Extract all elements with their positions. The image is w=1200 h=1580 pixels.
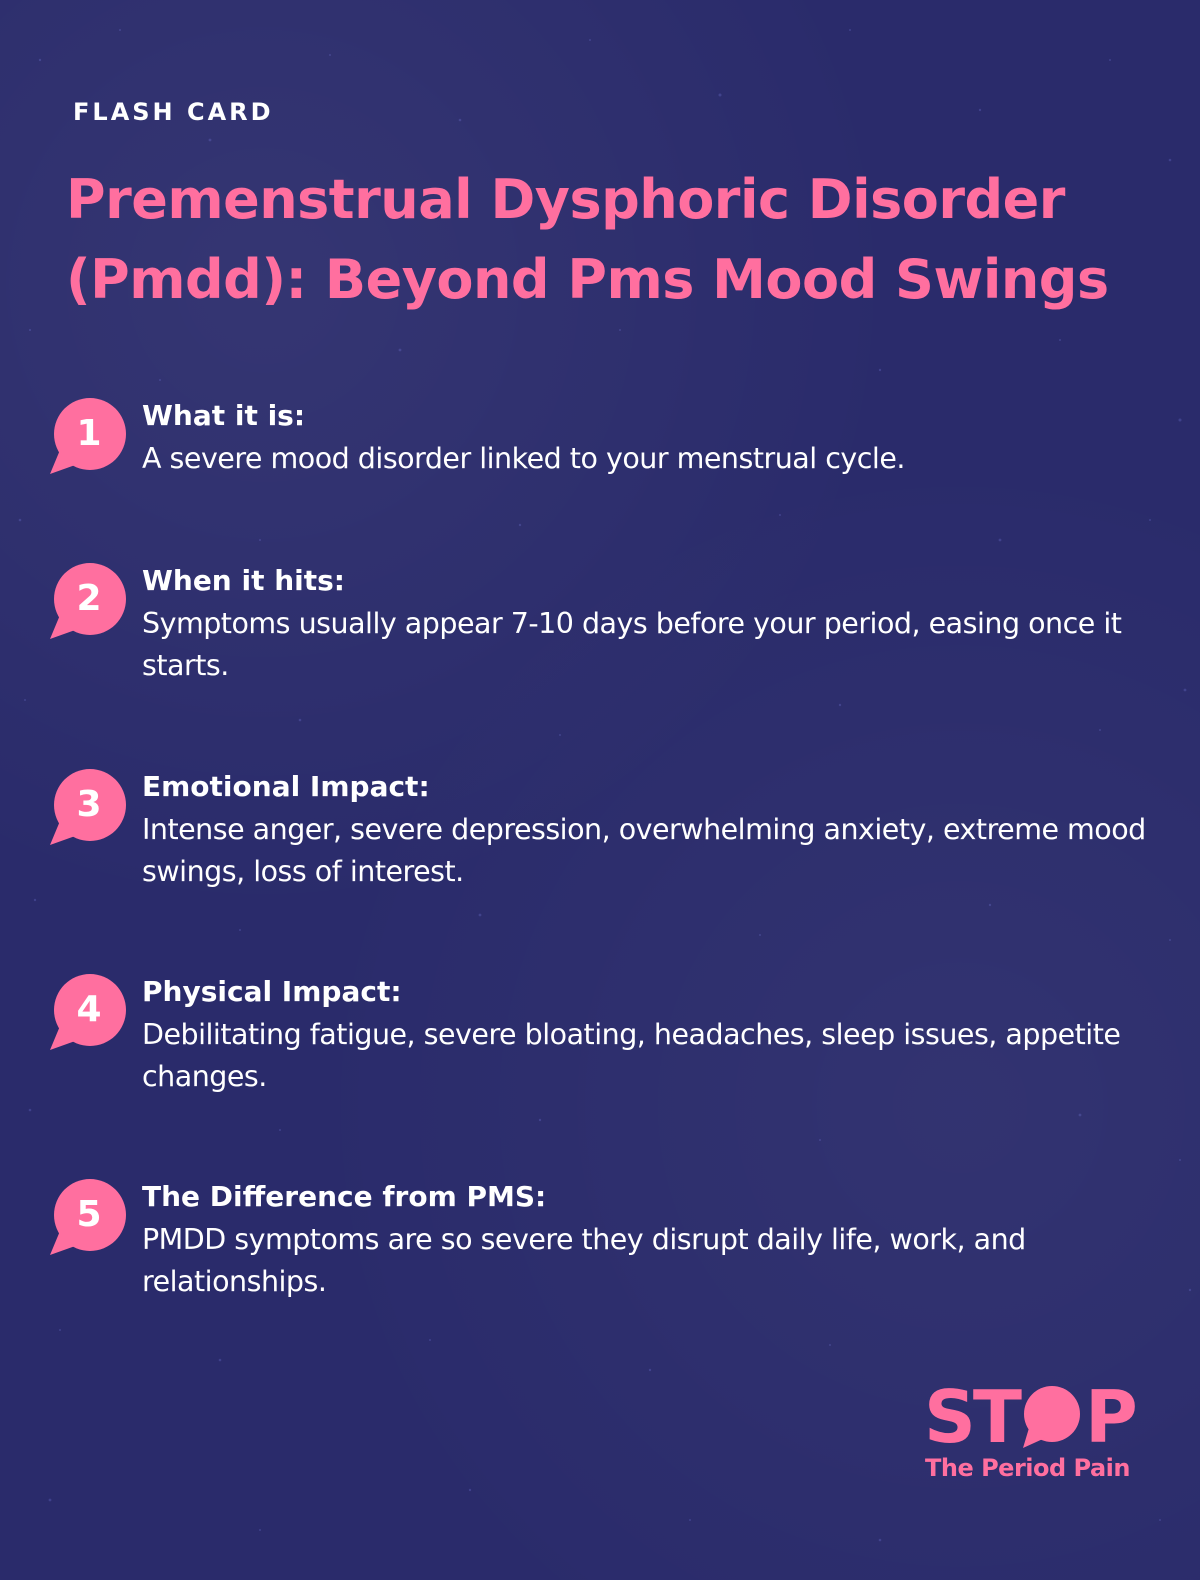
brand-logo [924,1375,1144,1492]
logo-wordmark [924,1375,1135,1459]
card-title: Premenstrual Dysphoric Disorder (Pmdd): Beyond Pms Mood Swings [66,168,1109,311]
item-body: PMDD symptoms are so severe they disrupt daily life, work, and relationships. [142,1223,1026,1298]
item-heading: What it is: [142,399,306,432]
badge-number: 2 [76,578,102,619]
badge-number: 3 [76,784,102,825]
number-badge [50,1179,128,1257]
item-heading: Physical Impact: [142,975,402,1008]
speech-bubble-icon [1019,1382,1085,1452]
card-eyebrow: FLASH CARD [73,98,274,126]
number-badge [50,398,128,476]
logo-word-p: P [1084,1375,1135,1459]
badge-number: 4 [76,989,102,1030]
number-badge [50,563,128,641]
item-heading: The Difference from PMS: [142,1180,547,1213]
item-body: Debilitating fatigue, severe bloating, headaches, sleep issues, appetite changes. [142,1018,1121,1093]
number-badge [50,974,128,1052]
item-body: A severe mood disorder linked to your menstrual cycle. [142,442,905,475]
item-body: Intense anger, severe depression, overwhelming anxiety, extreme mood swings, loss of interest. [142,813,1146,888]
item-heading: Emotional Impact: [142,770,430,803]
logo-word-st: ST [924,1375,1019,1459]
item-heading: When it hits: [142,564,345,597]
number-badge [50,769,128,847]
badge-number: 1 [76,413,102,454]
item-body: Symptoms usually appear 7-10 days before your period, easing once it starts. [142,607,1122,682]
logo-tagline: The Period Pain [925,1454,1130,1482]
badge-number: 5 [76,1194,102,1235]
